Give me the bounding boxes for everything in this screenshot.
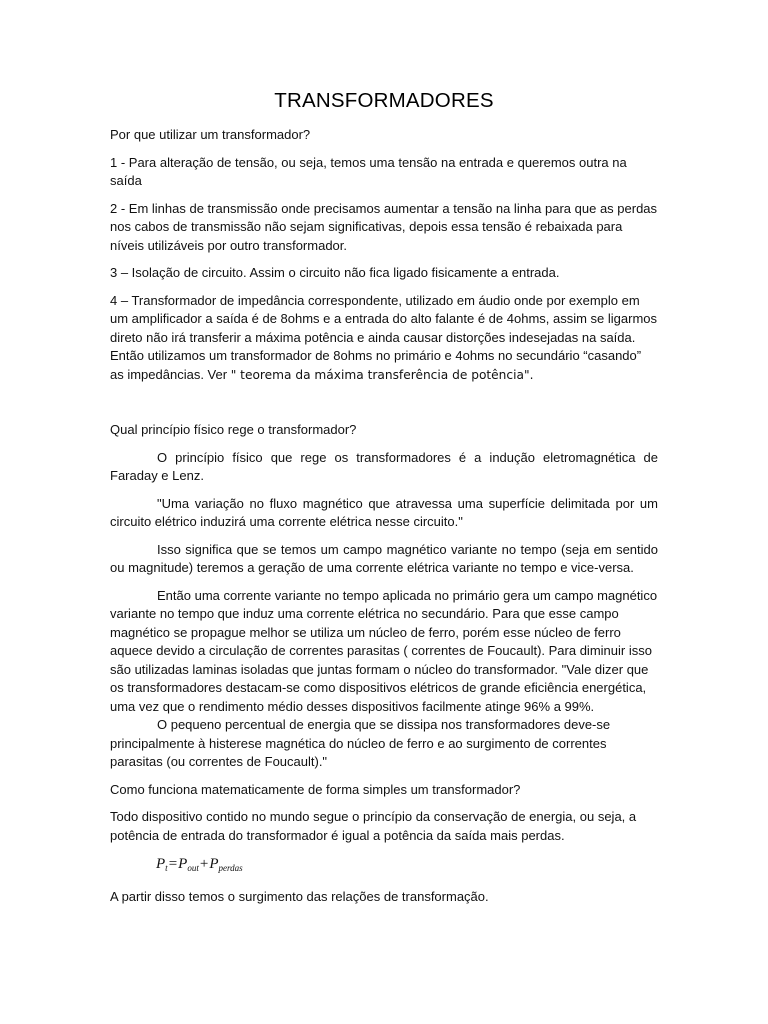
formula-plus: + (199, 856, 209, 872)
principle-paragraph-5: O pequeno percentual de energia que se dissipa nos transformadores deve-se principalmente à histerese magnética do núcleo de ferro e ao surgimento de correntes parasitas (ou correntes de Foucault)." (110, 717, 611, 769)
math-question: Como funciona matematicamente de forma simples um transformador? (110, 781, 521, 797)
math-paragraph-1: Todo dispositivo contido no mundo segue o princípio da conservação de energia, ou seja, a potência de entrada do transformador é igual a potência da saída mais perdas. (110, 809, 637, 843)
principle-paragraph-4: Então uma corrente variante no tempo aplicada no primário gera um campo magnético variante no tempo que induz uma corrente elétrica no secundário. Para que esse campo magnético se propague melhor se utiliza um núcleo de ferro, porém esse núcleo de ferro aquece devido a circulação de correntes parasitas ( correntes de Foucault). Para diminuir isso são utilizadas laminas isoladas que juntas formam o núcleo do transformador. "Vale dizer que os transformadores destacam-se como dispositivos elétricos de grande eficiência energética, uma vez que o rendimento médio desses dispositivos facilmente atinge 96% a 99%. (110, 587, 658, 714)
formula-term2-subscript: perdas (218, 863, 243, 873)
intro-item-1: 1 - Para alteração de tensão, ou seja, temos uma tensão na entrada e queremos outra na saída (110, 154, 627, 188)
intro-item-4-text: 4 – Transformador de impedância correspondente, utilizado em áudio onde por exemplo em um amplificador a saída é de 8ohms e a entrada do alto falante é de 4ohms, assim se ligarmos direto não irá transferir a máxima potência e ainda causar distorções indesejadas na saída. Então utilizamos um transformador de 8ohms no primário e 4ohms no secundário “casando” as impedâncias. Ver (110, 292, 658, 382)
principle-paragraph-3: Isso significa que se temos um campo magnético variante no tempo (seja em sentido ou magnitude) teremos a geração de uma corrente elétrica variante no tempo e vice-versa. (110, 541, 658, 575)
formula-equals: = (168, 856, 178, 872)
faraday-quote: "Uma variação no fluxo magnético que atravessa uma superfície delimitada por um circuito elétrico induzirá uma corrente elétrica nesse circuito." (110, 495, 658, 529)
formula-lhs-symbol: P (156, 856, 166, 872)
theorem-reference: " teorema da máxima transferência de potência". (230, 367, 534, 382)
math-paragraph-2: A partir disso temos o surgimento das relações de transformação. (110, 889, 489, 904)
intro-item-4 (110, 292, 658, 385)
principle-question: Qual princípio físico rege o transformador? (110, 422, 357, 437)
document-body (110, 88, 658, 916)
intro-question: Por que utilizar um transformador? (110, 127, 311, 142)
principle-paragraph-1: O princípio físico que rege os transformadores é a indução eletromagnética de Faraday e Lenz. (110, 449, 658, 483)
intro-item-3: 3 – Isolação de circuito. Assim o circuito não fica ligado fisicamente a entrada. (110, 265, 560, 280)
document-title: TRANSFORMADORES (274, 89, 494, 112)
formula-term1-symbol: P (178, 856, 188, 872)
formula-term1-subscript: out (187, 863, 199, 873)
formula-lhs-subscript: t (165, 863, 168, 873)
formula-term2-symbol: P (209, 856, 219, 872)
power-balance-formula (156, 854, 658, 878)
intro-item-2: 2 - Em linhas de transmissão onde precisamos aumentar a tensão na linha para que as perdas nos cabos de transmissão não sejam significativas, depois essa tensão é rebaixada para níveis utilizáveis por outro transformador. (110, 200, 658, 253)
section-spacer (110, 393, 658, 421)
